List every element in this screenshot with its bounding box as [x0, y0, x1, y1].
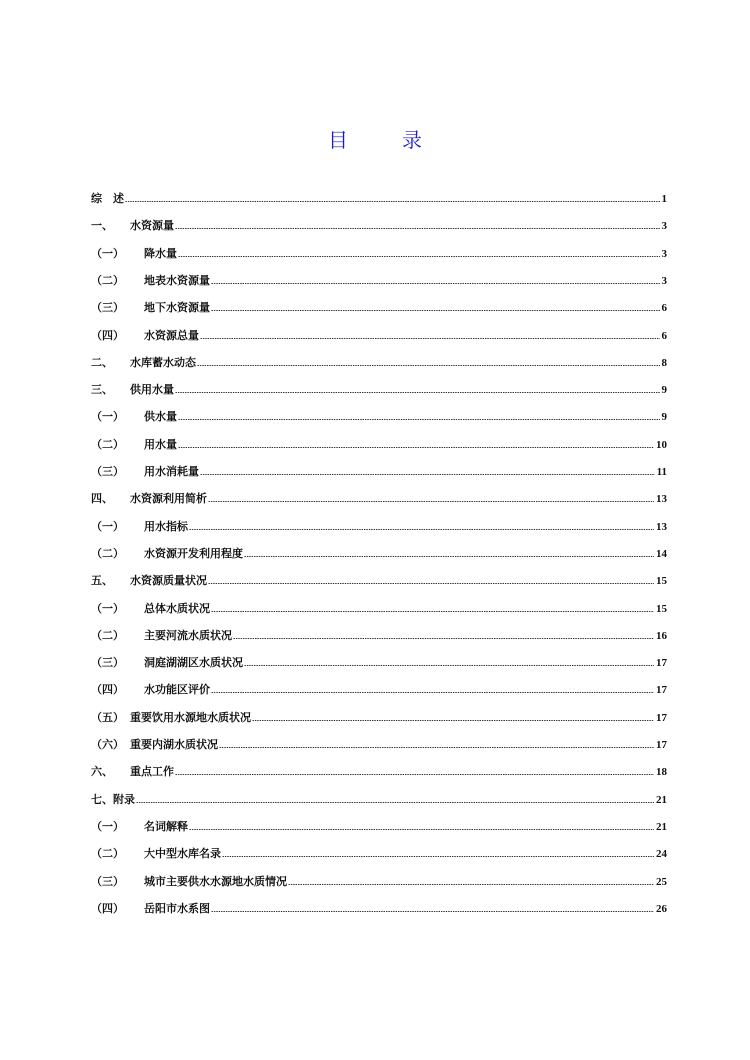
toc-page-number: 9 [661, 411, 667, 424]
toc-entry-label: 主要河流水质状况 [144, 628, 232, 642]
toc-dot-leader [208, 500, 654, 503]
toc-entry-number: 七、 [91, 792, 113, 806]
toc-entry-label: 大中型水库名录 [144, 847, 221, 861]
toc-page-number: 17 [656, 739, 667, 751]
toc-entry-label: 水库蓄水动态 [130, 355, 196, 369]
toc-entry[interactable] [91, 325, 667, 343]
toc-page-number: 9 [661, 384, 667, 397]
toc-entry-number: （六） [91, 738, 124, 751]
toc-dot-leader [200, 337, 660, 340]
toc-entry[interactable] [91, 816, 667, 834]
toc-entry-number: 三、 [91, 383, 113, 397]
toc-page-number: 21 [656, 793, 667, 806]
toc-entry[interactable] [91, 871, 667, 889]
toc-entry[interactable] [91, 789, 667, 807]
toc-entry-label: 供水量 [144, 410, 177, 424]
toc-dot-leader [175, 391, 660, 394]
toc-dot-leader [208, 582, 654, 585]
toc-entry-label: 供用水量 [130, 383, 174, 397]
toc-entry-label: 水资源总量 [144, 328, 199, 342]
toc-dot-leader [211, 610, 654, 613]
toc-dot-leader [219, 746, 654, 749]
toc-page-number: 3 [661, 274, 667, 287]
toc-entry-number: （二） [91, 546, 124, 560]
toc-page-number: 11 [656, 466, 667, 478]
toc-dot-leader [211, 691, 654, 694]
toc-entry-label: 水资源量 [130, 219, 174, 233]
toc-entry[interactable] [91, 516, 667, 534]
toc-entry-number: 四、 [91, 492, 113, 506]
toc-entry-number: （三） [91, 301, 124, 315]
toc-page-number: 25 [656, 875, 667, 888]
toc-page-number: 16 [656, 629, 667, 642]
toc-page-number: 21 [656, 820, 667, 833]
toc-page-number: 13 [656, 493, 667, 506]
toc-entry-label: 城市主要供水水源地水质情况 [144, 874, 287, 888]
toc-entry-number: （四） [91, 901, 124, 915]
toc-dot-leader [244, 555, 654, 558]
toc-entry-label: 洞庭湖湖区水质状况 [144, 656, 243, 670]
toc-entry-label: 重要饮用水源地水质状况 [130, 710, 251, 724]
toc-dot-leader [136, 801, 654, 804]
toc-entry-number: （一） [91, 519, 124, 533]
toc-entry-label: 用水指标 [144, 519, 188, 533]
toc-dot-leader [233, 637, 654, 640]
toc-page-number: 3 [661, 220, 667, 233]
toc-entry-number: （一） [91, 246, 124, 260]
title-right-char: 录 [402, 128, 422, 152]
toc-entry[interactable] [91, 461, 667, 479]
page-title [0, 124, 750, 154]
toc-entry-number: 六、 [91, 765, 113, 779]
toc-entry[interactable] [91, 188, 667, 206]
toc-entry-number: 综 述 [91, 192, 124, 205]
toc-entry-label: 水资源利用简析 [130, 492, 207, 506]
toc-entry-number: （三） [91, 465, 124, 478]
toc-entry-number: （一） [91, 819, 124, 833]
toc-dot-leader [197, 364, 660, 367]
toc-page-number: 17 [656, 657, 667, 670]
toc-page-number: 15 [656, 602, 667, 615]
toc-entry-number: （二） [91, 437, 124, 451]
toc-entry[interactable] [91, 488, 667, 506]
toc-entry-label: 岳阳市水系图 [144, 901, 210, 915]
toc-entry-label: 水资源开发利用程度 [144, 546, 243, 560]
toc-dot-leader [244, 664, 654, 667]
toc-entry-label: 水功能区评价 [144, 683, 210, 697]
toc-entry[interactable] [91, 734, 667, 752]
toc-dot-leader [222, 855, 654, 858]
toc-entry[interactable] [91, 379, 667, 397]
toc-page-number: 26 [656, 902, 667, 915]
toc-dot-leader [125, 200, 660, 203]
toc-dot-leader [200, 473, 655, 476]
toc-page-number: 10 [656, 438, 667, 451]
toc-page-number: 8 [661, 356, 667, 369]
toc-entry[interactable] [91, 297, 667, 315]
toc-entry[interactable] [91, 406, 667, 424]
toc-entry[interactable] [91, 652, 667, 670]
toc-entry[interactable] [91, 270, 667, 288]
toc-page-number: 18 [656, 766, 667, 779]
toc-dot-leader [211, 309, 660, 312]
toc-entry-label: 水资源质量状况 [130, 574, 207, 588]
toc-entry-number: （一） [91, 601, 124, 615]
toc-entry-label: 重要内湖水质状况 [130, 738, 218, 751]
toc-page-number: 17 [656, 711, 667, 724]
toc-entry[interactable] [91, 570, 667, 588]
toc-entry[interactable] [91, 898, 667, 916]
toc-entry-label: 重点工作 [130, 765, 174, 779]
toc-entry[interactable] [91, 543, 667, 561]
toc-page-number: 17 [656, 684, 667, 697]
toc-page-number: 14 [656, 547, 667, 560]
toc-entry-number: （一） [91, 410, 124, 424]
toc-dot-leader [178, 418, 660, 421]
toc-dot-leader [189, 828, 654, 831]
toc-entry[interactable] [91, 625, 667, 643]
toc-entry[interactable] [91, 352, 667, 370]
toc-entry[interactable] [91, 761, 667, 779]
toc-entry[interactable] [91, 215, 667, 233]
toc-dot-leader [175, 773, 654, 776]
toc-page-number: 13 [656, 520, 667, 533]
toc-dot-leader [211, 282, 660, 285]
toc-entry-label: 附录 [113, 792, 135, 806]
toc-entry-label: 降水量 [144, 246, 177, 260]
toc-entry-number: （三） [91, 874, 124, 888]
toc-dot-leader [189, 528, 654, 531]
toc-page-number: 24 [656, 848, 667, 861]
toc-entry-number: （三） [91, 656, 124, 670]
toc-entry-label: 总体水质状况 [144, 601, 210, 615]
toc-entry[interactable] [91, 598, 667, 616]
toc-entry-label: 名词解释 [144, 819, 188, 833]
toc-page-number: 6 [661, 302, 667, 315]
toc-entry[interactable] [91, 243, 667, 261]
toc-page-number: 3 [661, 247, 667, 260]
toc-entry[interactable] [91, 707, 667, 725]
toc-entry-number: 一、 [91, 219, 113, 233]
toc-dot-leader [178, 446, 654, 449]
toc-entry[interactable] [91, 679, 667, 697]
toc-entry-number: （二） [91, 273, 124, 287]
toc-entry-number: （二） [91, 847, 124, 861]
title-left-char: 目 [328, 128, 348, 152]
toc-entry-number: （五） [91, 710, 124, 724]
toc-entry-label: 用水消耗量 [144, 465, 199, 478]
toc-entry[interactable] [91, 434, 667, 452]
toc-entry-number: （二） [91, 628, 124, 642]
toc-dot-leader [288, 883, 654, 886]
toc-entry[interactable] [91, 843, 667, 861]
toc-dot-leader [211, 910, 654, 913]
toc-entry-number: 五、 [91, 574, 113, 588]
toc-entry-number: （四） [91, 683, 124, 697]
toc-entry-label: 用水量 [144, 437, 177, 451]
toc-page-number: 1 [661, 193, 667, 205]
toc-entry-label: 地下水资源量 [144, 301, 210, 315]
toc-page-number: 15 [656, 575, 667, 588]
toc-dot-leader [175, 227, 660, 230]
toc-page-number: 6 [661, 329, 667, 342]
toc-dot-leader [252, 719, 654, 722]
toc-entry-number: （四） [91, 328, 124, 342]
toc-dot-leader [178, 255, 660, 258]
toc-entry-label: 地表水资源量 [144, 273, 210, 287]
toc-entry-number: 二、 [91, 355, 113, 369]
